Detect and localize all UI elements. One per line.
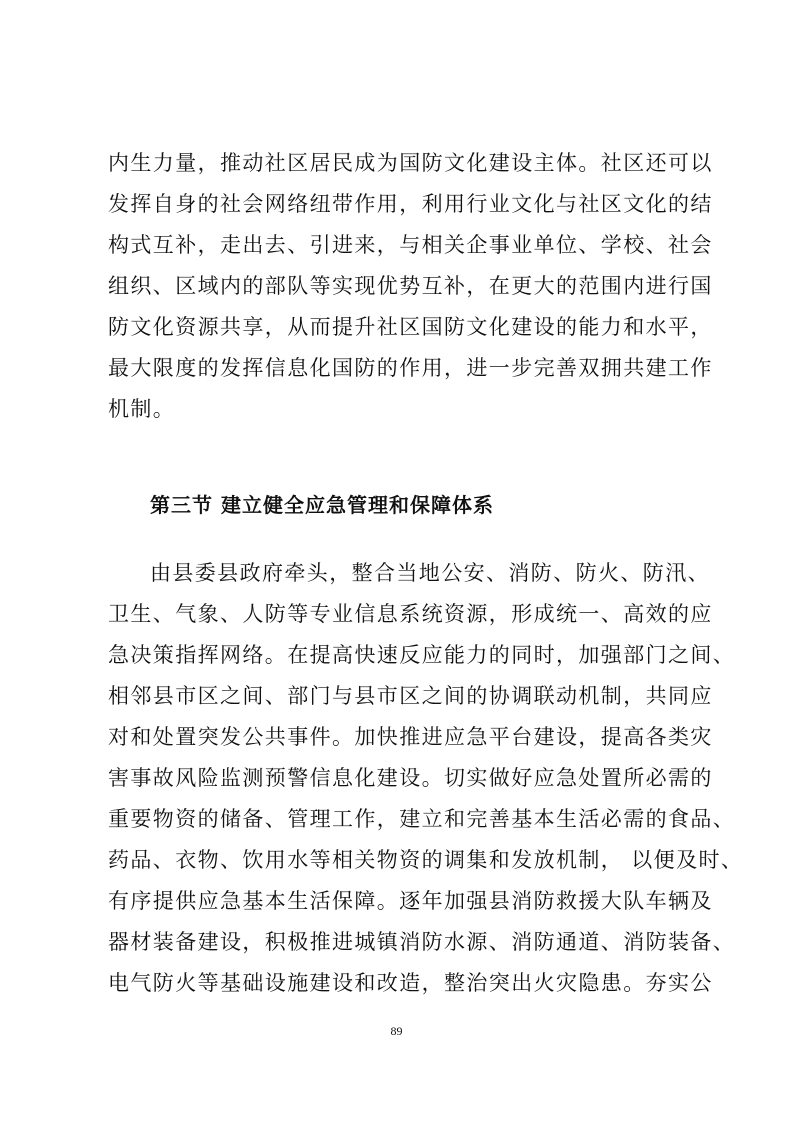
text-line: 由县委县政府牵头，整合当地公安、消防、防火、防汛、	[150, 561, 710, 585]
text-line: 急决策指挥网络。在提高快速反应能力的同时，加强部门之间、	[108, 643, 736, 667]
text-line: 有序提供应急基本生活保障。逐年加强县消防救援大队车辆及	[108, 889, 713, 913]
text-line: 机制。	[108, 397, 176, 421]
text-line: 电气防火等基础设施建设和改造，整治突出火灾隐患。夯实公	[108, 971, 713, 995]
text-line: 内生力量，推动社区居民成为国防文化建设主体。社区还可以	[108, 151, 713, 175]
text-line: 器材装备建设，积极推进城镇消防水源、消防通道、消防装备、	[108, 930, 736, 954]
text-line: 构式互补，走出去、引进来，与相关企事业单位、学校、社会	[108, 233, 713, 257]
paragraph-2	[108, 553, 744, 1004]
text-line: 重要物资的储备、管理工作，建立和完善基本生活必需的食品、	[108, 807, 736, 831]
page-number: 89	[390, 1024, 403, 1038]
text-line: 对和处置突发公共事件。加快推进应急平台建设，提高各类灾	[108, 725, 713, 749]
text-line: 相邻县市区之间、部门与县市区之间的协调联动机制，共同应	[108, 684, 713, 708]
text-line: 卫生、气象、人防等专业信息系统资源，形成统一、高效的应	[108, 602, 713, 626]
text-line: 防文化资源共享，从而提升社区国防文化建设的能力和水平，	[108, 315, 713, 339]
text-line: 最大限度的发挥信息化国防的作用，进一步完善双拥共建工作	[108, 356, 713, 380]
section-heading: 第三节 建立健全应急管理和保障体系	[150, 493, 494, 517]
text-line: 发挥自身的社会网络纽带作用，利用行业文化与社区文化的结	[108, 192, 713, 216]
text-line: 药品、衣物、饮用水等相关物资的调集和发放机制， 以便及时、	[108, 848, 744, 872]
paragraph-1	[108, 143, 713, 430]
text-line: 组织、区域内的部队等实现优势互补，在更大的范围内进行国	[108, 274, 713, 298]
text-line: 害事故风险监测预警信息化建设。切实做好应急处置所必需的	[108, 766, 713, 790]
